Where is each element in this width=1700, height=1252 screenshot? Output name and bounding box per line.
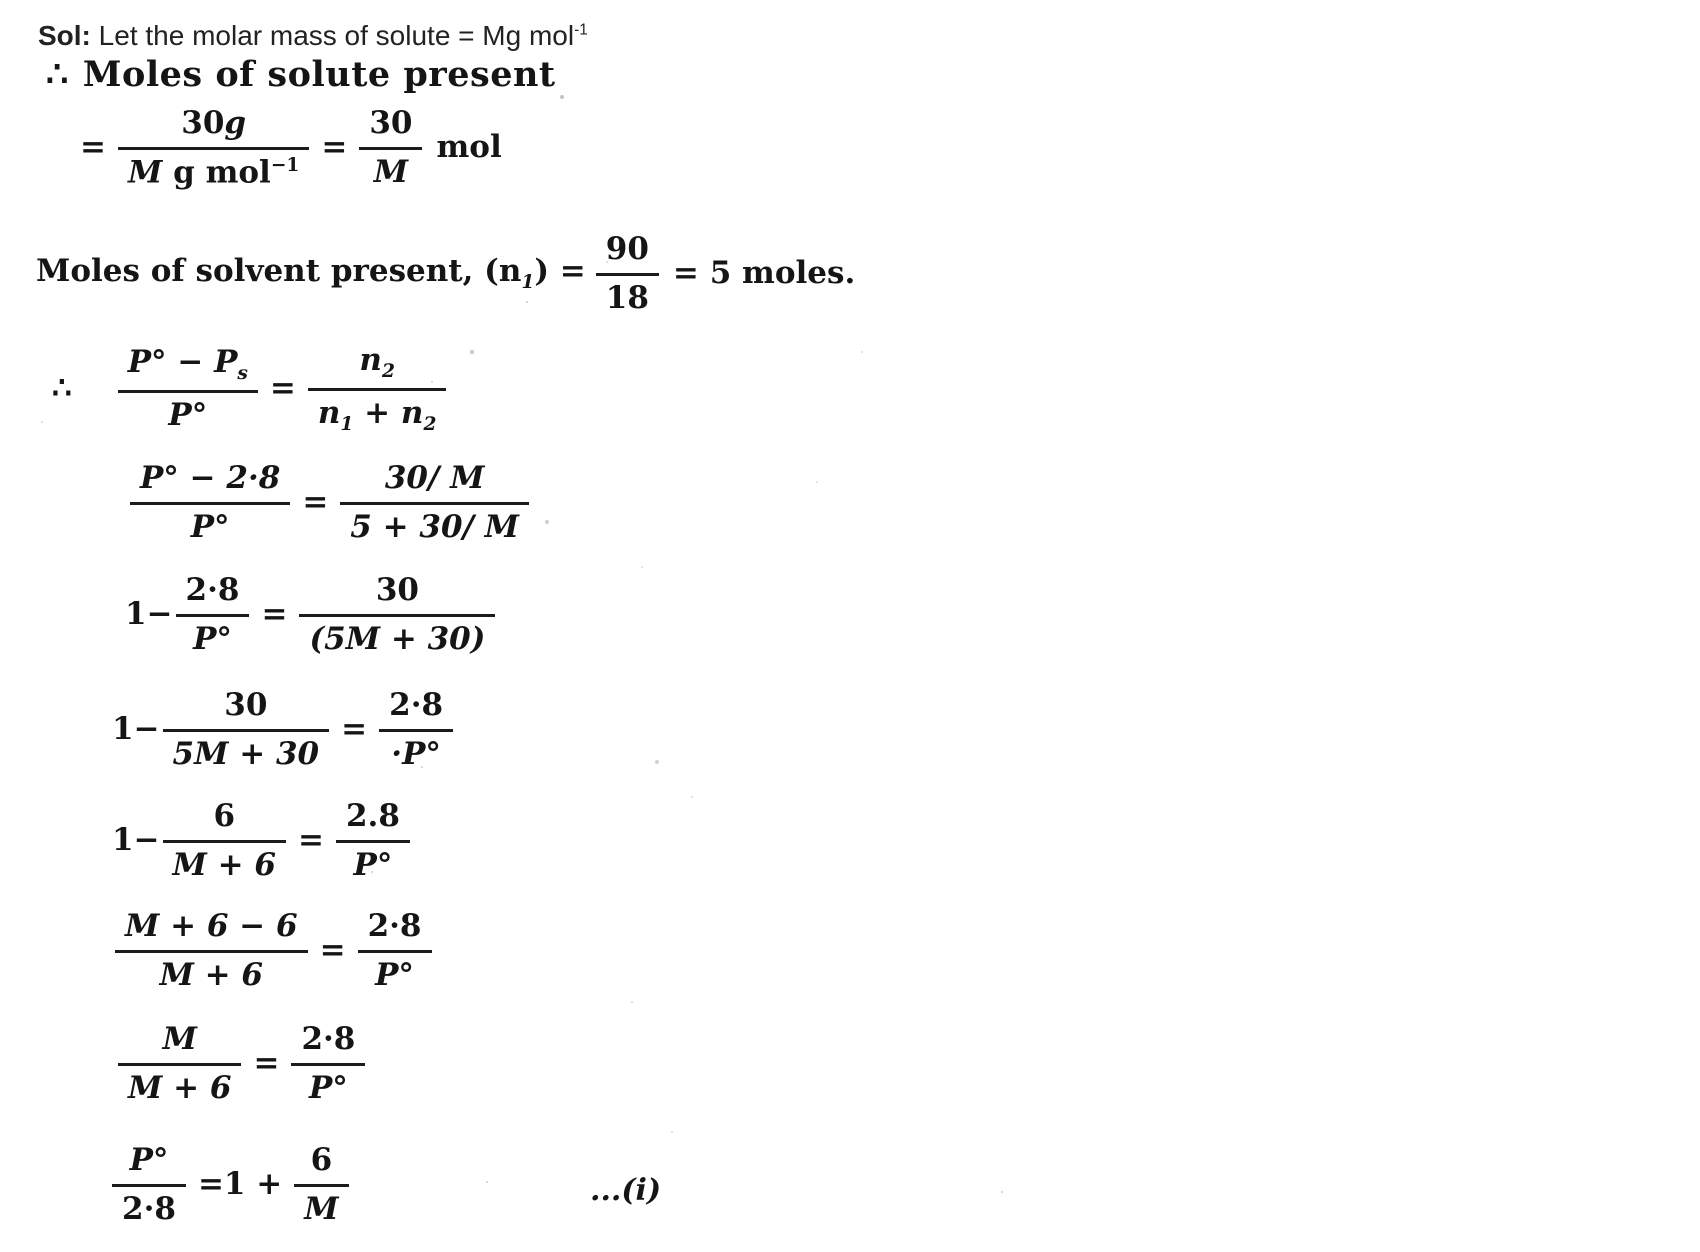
numerator: 6 xyxy=(163,799,286,843)
fraction-30-over-M xyxy=(359,106,422,190)
fraction-left xyxy=(118,1022,241,1106)
moles-solute-heading xyxy=(46,54,556,95)
equals-sign: = xyxy=(298,822,324,859)
numerator: 2·8 xyxy=(379,688,453,732)
therefore-symbol: ∴ xyxy=(52,370,72,407)
fraction-right xyxy=(336,799,410,883)
subscript-s: s xyxy=(237,363,248,385)
denominator: M + 6 xyxy=(159,956,264,993)
fraction-left xyxy=(163,799,286,883)
numerator xyxy=(308,343,447,391)
subscript-1: 1 xyxy=(340,413,354,435)
equation-step-simplified-1 xyxy=(125,573,495,657)
plus-n: + n xyxy=(353,394,424,431)
equation-moles-solute xyxy=(80,106,502,191)
fraction-left xyxy=(163,688,330,772)
denominator: 5M + 30 xyxy=(172,735,320,772)
equation-step-simplified-5 xyxy=(118,1022,365,1106)
denominator: P° xyxy=(353,846,393,883)
equation-step-simplified-4 xyxy=(115,909,432,993)
solvent-lead-text xyxy=(36,254,586,294)
lead-close: ) = xyxy=(534,253,586,290)
fraction-mass-over-molar-mass xyxy=(118,106,309,191)
solution-intro-line xyxy=(38,20,588,52)
denominator: 18 xyxy=(605,279,649,316)
numerator: P° − 2·8 xyxy=(130,461,290,505)
numerator: 90 xyxy=(596,232,659,276)
fraction-90-over-18 xyxy=(596,232,659,316)
exponent: −1 xyxy=(270,154,300,176)
scan-noise xyxy=(560,95,564,99)
fraction-pressure-lowering xyxy=(118,345,258,433)
numerator: M xyxy=(118,1022,241,1066)
sol-superscript: -1 xyxy=(574,21,588,39)
denominator: P° xyxy=(190,508,230,545)
equals-sign: = xyxy=(319,932,346,969)
numerator xyxy=(118,345,258,393)
numerator: M + 6 − 6 xyxy=(115,909,308,953)
denominator: P° xyxy=(168,396,208,433)
numerator: 2.8 xyxy=(336,799,410,843)
one-minus: 1− xyxy=(112,822,160,859)
equals-sign: = xyxy=(269,370,296,407)
fraction-right xyxy=(340,461,529,545)
therefore-symbol: ∴ xyxy=(46,54,69,95)
var-n: n xyxy=(317,394,341,431)
denominator: M xyxy=(304,1190,339,1227)
fraction-left xyxy=(112,1143,186,1227)
equals-sign: = xyxy=(302,484,329,521)
denominator: P° xyxy=(193,620,232,657)
denominator xyxy=(118,150,309,191)
denominator: M xyxy=(373,153,409,190)
fraction-right xyxy=(299,573,495,657)
denominator xyxy=(308,391,447,436)
numerator: 2·8 xyxy=(176,573,250,617)
P0-minus-P: P° − P xyxy=(127,343,238,380)
result-5-moles: = 5 moles. xyxy=(672,255,856,292)
one-minus: 1− xyxy=(125,596,173,633)
equation-step-simplified-3 xyxy=(112,799,410,883)
equals-sign: = xyxy=(341,711,368,748)
denominator: P° xyxy=(309,1069,348,1106)
denominator: 2·8 xyxy=(122,1190,176,1227)
fraction-right xyxy=(379,688,453,772)
denominator: ·P° xyxy=(391,735,441,772)
heading-text: Moles of solute present xyxy=(82,54,556,95)
numerator: 30/ M xyxy=(340,461,529,505)
equals-sign: = xyxy=(261,596,288,633)
subscript-1: 1 xyxy=(521,272,535,294)
numerator xyxy=(118,106,309,150)
numerator: 2·8 xyxy=(291,1022,365,1066)
fraction-right xyxy=(291,1022,365,1106)
equation-label-i: ...(i) xyxy=(590,1173,662,1208)
numerator: 2·8 xyxy=(358,909,432,953)
var-M: M xyxy=(127,153,163,190)
fraction-right xyxy=(294,1143,348,1227)
denominator: P° xyxy=(375,956,414,993)
equation-step-simplified-2 xyxy=(112,688,453,772)
denominator: 5 + 30/ M xyxy=(350,508,519,545)
fraction-left xyxy=(115,909,308,993)
unit-mol: mol xyxy=(436,129,502,166)
denominator: M + 6 xyxy=(128,1069,232,1106)
var-n: n xyxy=(359,342,382,378)
equation-final-i xyxy=(112,1143,349,1227)
denominator: (5M + 30) xyxy=(309,620,486,657)
numerator: 6 xyxy=(294,1143,348,1187)
equals-one-plus: =1 + xyxy=(197,1166,283,1203)
subscript-2: 2 xyxy=(381,361,395,383)
denominator: M + 6 xyxy=(172,846,276,883)
unit-gmol: g mol xyxy=(162,153,271,190)
fraction-mole-ratio xyxy=(308,343,447,435)
subscript-2: 2 xyxy=(423,413,437,435)
sol-label: Sol: xyxy=(38,20,91,51)
lead-text: Moles of solvent present, (n xyxy=(36,253,522,290)
equals-sign: = xyxy=(80,129,106,166)
one-minus: 1− xyxy=(112,711,160,748)
sol-text: Let the molar mass of solute = Mg mol xyxy=(90,20,575,51)
unit-g: g xyxy=(224,105,247,141)
fraction-left xyxy=(130,461,290,545)
value-30: 30 xyxy=(181,105,225,141)
numerator: 30 xyxy=(299,573,495,617)
numerator: 30 xyxy=(359,106,422,150)
equals-sign: = xyxy=(321,129,348,166)
numerator: 30 xyxy=(163,688,330,732)
numerator: P° xyxy=(112,1143,186,1187)
fraction-left xyxy=(176,573,250,657)
equation-substituted xyxy=(130,461,529,545)
fraction-right xyxy=(358,909,432,993)
equals-sign: = xyxy=(253,1045,280,1082)
equation-moles-solvent xyxy=(36,232,855,316)
equation-raoult-law xyxy=(52,343,446,435)
